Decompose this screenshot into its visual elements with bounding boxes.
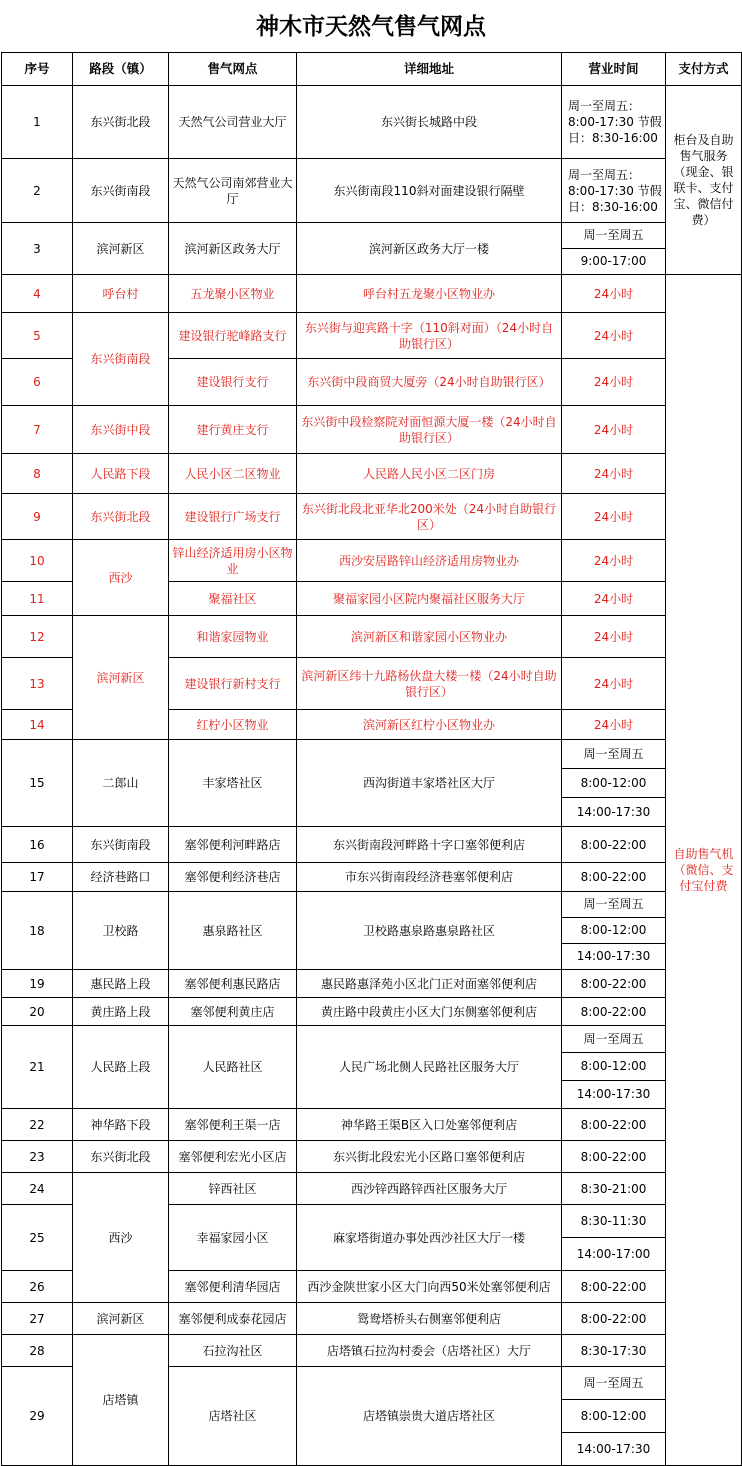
hours-line: 8:00-22:00: [580, 1117, 647, 1132]
table-row: [2, 313, 742, 359]
road-section: 西沙: [73, 540, 169, 616]
outlet-address: 东兴街中段商贸大厦旁（24小时自助银行区）: [297, 359, 562, 406]
business-hours: [562, 1173, 666, 1205]
outlet-name: 建行黄庄支行: [169, 406, 297, 454]
row-number: 14: [2, 710, 73, 740]
outlet-address: 惠民路惠泽苑小区北门正对面塞邻便利店: [297, 970, 562, 998]
outlet-name: 人民路社区: [169, 1026, 297, 1109]
hours-line: 周一至周五：8:00-17:30 节假日：8:30-16:00: [568, 167, 662, 214]
table-row: [2, 1173, 742, 1205]
hours-line: 14:00-17:30: [576, 1087, 651, 1101]
outlet-name: 塞邻便利黄庄店: [169, 998, 297, 1026]
hours-line: 周一至周五: [562, 223, 665, 249]
business-hours: [562, 313, 666, 359]
business-hours: [562, 159, 666, 223]
outlet-name: 塞邻便利惠民路店: [169, 970, 297, 998]
row-number: 3: [2, 223, 73, 275]
road-section: 东兴街南段: [73, 159, 169, 223]
hours-line: 周一至周五: [562, 892, 665, 918]
row-number: 22: [2, 1109, 73, 1141]
business-hours: [562, 1303, 666, 1335]
hours-line: 14:00-17:00: [576, 1247, 651, 1261]
road-section: 东兴街北段: [73, 86, 169, 159]
road-section: 惠民路上段: [73, 970, 169, 998]
outlet-name: 塞邻便利成泰花园店: [169, 1303, 297, 1335]
outlet-address: 西沙金陕世家小区大门向西50米处塞邻便利店: [297, 1271, 562, 1303]
row-number: 4: [2, 275, 73, 313]
business-hours: [562, 616, 666, 658]
payment-auto: 自助售气机（微信、支付宝付费: [666, 275, 742, 1466]
hours-line: 周一至周五：8:00-17:30 节假日：8:30-16:00: [568, 99, 662, 145]
hours-line: 24小时: [593, 375, 634, 389]
outlet-name: 锌西社区: [169, 1173, 297, 1205]
row-number: 6: [2, 359, 73, 406]
table-row: [2, 1141, 742, 1173]
outlet-name: 人民小区二区物业: [169, 454, 297, 494]
outlet-name: 塞邻便利河畔路店: [169, 827, 297, 863]
hours-line: 8:30-21:00: [580, 1181, 647, 1196]
business-hours: [562, 275, 666, 313]
row-number: 10: [2, 540, 73, 582]
table-row: [2, 1109, 742, 1141]
outlet-name: 石拉沟社区: [169, 1335, 297, 1367]
hours-line: 8:00-22:00: [580, 1311, 647, 1326]
outlet-address: 东兴街中段检察院对面恒源大厦一楼（24小时自助银行区）: [297, 406, 562, 454]
row-number: 5: [2, 313, 73, 359]
road-section: 滨河新区: [73, 223, 169, 275]
table-row: [2, 494, 742, 540]
outlet-name: 塞邻便利宏光小区店: [169, 1141, 297, 1173]
hours-line: 24小时: [593, 509, 634, 524]
outlet-name: 建设银行新村支行: [169, 658, 297, 710]
outlet-address: 西沙安居路锌山经济适用房物业办: [297, 540, 562, 582]
business-hours: [562, 406, 666, 454]
hours-line: 8:00-12:00: [562, 769, 665, 798]
table-row: [2, 86, 742, 159]
outlet-address: 店塔镇崇贵大道店塔社区: [297, 1367, 562, 1466]
outlet-address: 西沟街道丰家塔社区大厅: [297, 740, 562, 827]
outlet-address: 聚福家园小区院内聚福社区服务大厅: [297, 582, 562, 616]
header-point: 售气网点: [169, 53, 297, 86]
row-number: 13: [2, 658, 73, 710]
row-number: 23: [2, 1141, 73, 1173]
row-number: 19: [2, 970, 73, 998]
row-number: 25: [2, 1205, 73, 1271]
row-number: 26: [2, 1271, 73, 1303]
hours-line: 8:00-22:00: [580, 976, 647, 991]
table-row: [2, 998, 742, 1026]
business-hours: [562, 740, 666, 827]
outlet-name: 天然气公司南郊营业大厅: [169, 159, 297, 223]
business-hours: [562, 454, 666, 494]
outlet-name: 塞邻便利经济巷店: [169, 863, 297, 892]
row-number: 24: [2, 1173, 73, 1205]
hours-line: 8:00-12:00: [562, 918, 665, 944]
business-hours: [562, 1271, 666, 1303]
outlet-address: 呼台村五龙聚小区物业办: [297, 275, 562, 313]
header-row: [2, 53, 742, 86]
row-number: 20: [2, 998, 73, 1026]
row-number: 2: [2, 159, 73, 223]
hours-line: 8:00-22:00: [580, 1149, 647, 1164]
road-section: 东兴街南段: [73, 313, 169, 406]
business-hours: [562, 494, 666, 540]
row-number: 15: [2, 740, 73, 827]
row-number: 8: [2, 454, 73, 494]
hours-line: 24小时: [593, 717, 634, 732]
road-section: 东兴街北段: [73, 494, 169, 540]
table-row: [2, 616, 742, 658]
row-number: 7: [2, 406, 73, 454]
row-number: 29: [2, 1367, 73, 1466]
hours-line: 24小时: [593, 629, 634, 644]
row-number: 12: [2, 616, 73, 658]
header-no: 序号: [2, 53, 73, 86]
outlet-address: 鸳鸯塔桥头右侧塞邻便利店: [297, 1303, 562, 1335]
table-row: [2, 863, 742, 892]
hours-line: 24小时: [593, 328, 634, 343]
outlet-name: 天然气公司营业大厅: [169, 86, 297, 159]
road-section: 店塔镇: [73, 1335, 169, 1466]
business-hours: [562, 827, 666, 863]
hours-line: 周一至周五: [562, 1026, 665, 1053]
row-number: 28: [2, 1335, 73, 1367]
outlet-address: 东兴街北段宏光小区路口塞邻便利店: [297, 1141, 562, 1173]
outlet-address: 滨河新区政务大厅一楼: [297, 223, 562, 275]
outlet-address: 麻家塔街道办事处西沙社区大厅一楼: [297, 1205, 562, 1271]
outlet-address: 东兴街长城路中段: [297, 86, 562, 159]
road-section: 东兴街中段: [73, 406, 169, 454]
gas-outlet-table: [1, 52, 742, 1466]
road-section: 卫校路: [73, 892, 169, 970]
row-number: 16: [2, 827, 73, 863]
hours-line: 24小时: [593, 286, 634, 301]
business-hours: [562, 540, 666, 582]
road-section: 神华路下段: [73, 1109, 169, 1141]
outlet-name: 滨河新区政务大厅: [169, 223, 297, 275]
outlet-address: 东兴街与迎宾路十字（110斜对面）（24小时自助银行区）: [297, 313, 562, 359]
hours-line: 9:00-17:00: [580, 254, 647, 268]
outlet-name: 塞邻便利王渠一店: [169, 1109, 297, 1141]
outlet-address: 滨河新区红柠小区物业办: [297, 710, 562, 740]
outlet-name: 店塔社区: [169, 1367, 297, 1466]
hours-line: 8:00-22:00: [580, 870, 647, 884]
business-hours: [562, 1109, 666, 1141]
outlet-address: 东兴街北段北亚华北200米处（24小时自助银行区）: [297, 494, 562, 540]
outlet-address: 东兴街南段河畔路十字口塞邻便利店: [297, 827, 562, 863]
business-hours: [562, 970, 666, 998]
outlet-name: 聚福社区: [169, 582, 297, 616]
table-row: [2, 892, 742, 970]
table-row: [2, 223, 742, 275]
header-road: 路段（镇）: [73, 53, 169, 86]
outlet-address: 黄庄路中段黄庄小区大门东侧塞邻便利店: [297, 998, 562, 1026]
hours-line: 24小时: [593, 553, 634, 568]
road-section: 经济巷路口: [73, 863, 169, 892]
outlet-address: 滨河新区纬十九路杨伙盘大楼一楼（24小时自助银行区）: [297, 658, 562, 710]
outlet-name: 建设银行驼峰路支行: [169, 313, 297, 359]
hours-line: 8:00-22:00: [580, 1279, 647, 1294]
outlet-address: 西沙锌西路锌西社区服务大厅: [297, 1173, 562, 1205]
hours-line: 8:00-22:00: [580, 837, 647, 852]
table-row: [2, 970, 742, 998]
header-hours: 营业时间: [562, 53, 666, 86]
outlet-address: 人民广场北侧人民路社区服务大厅: [297, 1026, 562, 1109]
business-hours: [562, 86, 666, 159]
outlet-name: 建设银行广场支行: [169, 494, 297, 540]
business-hours: [562, 710, 666, 740]
road-section: 二郎山: [73, 740, 169, 827]
row-number: 9: [2, 494, 73, 540]
table-row: [2, 406, 742, 454]
road-section: 人民路下段: [73, 454, 169, 494]
hours-line: 周一至周五: [562, 1367, 665, 1400]
row-number: 27: [2, 1303, 73, 1335]
hours-line: 24小时: [593, 591, 634, 606]
hours-line: 8:00-12:00: [562, 1400, 665, 1433]
road-section: 滨河新区: [73, 1303, 169, 1335]
outlet-name: 幸福家园小区: [169, 1205, 297, 1271]
row-number: 18: [2, 892, 73, 970]
business-hours: [562, 1335, 666, 1367]
table-row: [2, 1335, 742, 1367]
hours-line: 14:00-17:30: [576, 949, 651, 963]
business-hours: [562, 863, 666, 892]
outlet-name: 五龙聚小区物业: [169, 275, 297, 313]
table-row: [2, 454, 742, 494]
road-section: 西沙: [73, 1173, 169, 1303]
hours-line: 8:30-11:30: [562, 1205, 665, 1238]
road-section: 呼台村: [73, 275, 169, 313]
business-hours: [562, 658, 666, 710]
outlet-name: 和谐家园物业: [169, 616, 297, 658]
road-section: 滨河新区: [73, 616, 169, 740]
hours-line: 24小时: [593, 466, 634, 481]
table-row: [2, 275, 742, 313]
hours-line: 周一至周五: [562, 740, 665, 769]
business-hours: [562, 359, 666, 406]
table-row: [2, 159, 742, 223]
business-hours: [562, 1026, 666, 1109]
business-hours: [562, 1367, 666, 1466]
business-hours: [562, 1205, 666, 1271]
table-row: [2, 540, 742, 582]
road-section: 东兴街南段: [73, 827, 169, 863]
table-row: [2, 1303, 742, 1335]
outlet-name: 惠泉路社区: [169, 892, 297, 970]
outlet-name: 锌山经济适用房小区物业: [169, 540, 297, 582]
outlet-address: 滨河新区和谐家园小区物业办: [297, 616, 562, 658]
outlet-address: 卫校路惠泉路惠泉路社区: [297, 892, 562, 970]
hours-line: 14:00-17:30: [576, 1442, 651, 1456]
hours-line: 8:00-12:00: [562, 1053, 665, 1081]
hours-line: 24小时: [593, 676, 634, 691]
header-address: 详细地址: [297, 53, 562, 86]
table-row: [2, 1026, 742, 1109]
hours-line: 14:00-17:30: [576, 805, 651, 819]
business-hours: [562, 1141, 666, 1173]
outlet-name: 红柠小区物业: [169, 710, 297, 740]
outlet-address: 市东兴街南段经济巷塞邻便利店: [297, 863, 562, 892]
outlet-address: 人民路人民小区二区门房: [297, 454, 562, 494]
table-row: [2, 740, 742, 827]
business-hours: [562, 892, 666, 970]
outlet-address: 神华路王渠B区入口处塞邻便利店: [297, 1109, 562, 1141]
outlet-name: 丰家塔社区: [169, 740, 297, 827]
outlet-address: 店塔镇石拉沟村委会（店塔社区）大厅: [297, 1335, 562, 1367]
outlet-name: 塞邻便利清华园店: [169, 1271, 297, 1303]
outlet-address: 东兴街南段110斜对面建设银行隔壁: [297, 159, 562, 223]
road-section: 黄庄路上段: [73, 998, 169, 1026]
page-title: 神木市天然气售气网点: [256, 14, 486, 40]
payment-counter: 柜台及自助售气服务（现金、银联卡、支付宝、微信付费）: [666, 86, 742, 275]
business-hours: [562, 582, 666, 616]
row-number: 21: [2, 1026, 73, 1109]
business-hours: [562, 223, 666, 275]
row-number: 11: [2, 582, 73, 616]
header-payment: 支付方式: [666, 53, 742, 86]
row-number: 1: [2, 86, 73, 159]
row-number: 17: [2, 863, 73, 892]
road-section: 东兴街北段: [73, 1141, 169, 1173]
business-hours: [562, 998, 666, 1026]
table-body: [2, 86, 742, 1466]
outlet-name: 建设银行支行: [169, 359, 297, 406]
hours-line: 8:00-22:00: [580, 1004, 647, 1019]
hours-line: 8:30-17:30: [580, 1343, 647, 1358]
road-section: 人民路上段: [73, 1026, 169, 1109]
hours-line: 24小时: [593, 422, 634, 437]
table-row: [2, 827, 742, 863]
